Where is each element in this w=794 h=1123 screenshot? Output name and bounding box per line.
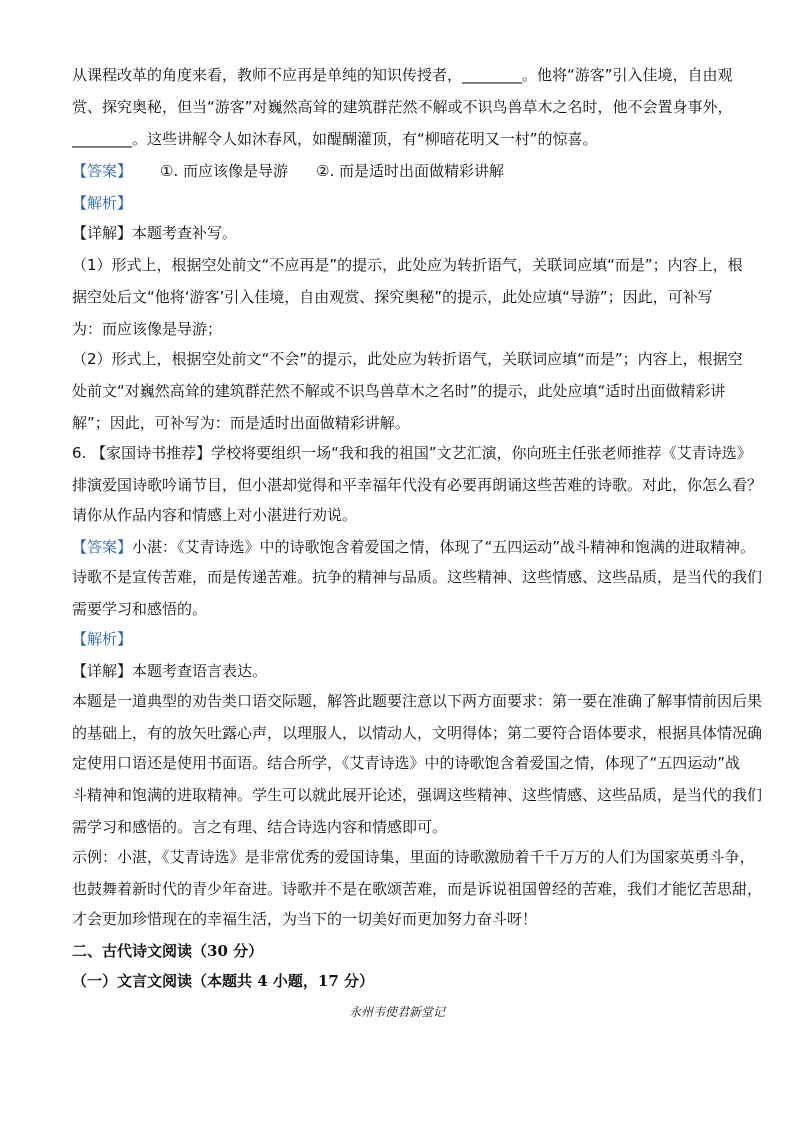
- q6-body-line-3: 定使用口语还是使用书面语。结合所学，《艾青诗选》中的诗歌饱含着爱国之情，体现了“五四运动”战: [72, 754, 741, 772]
- detail-text: 本题考查补写。: [132, 224, 238, 242]
- q6-prompt-text: 学校将要组织一场“我和我的祖国”文艺汇演，你向班主任张老师推荐《艾青诗选》: [211, 444, 752, 462]
- q5-line-3: 为：而应该像是导游；: [72, 320, 223, 338]
- q6-body-line-4: 斗精神和饱满的进取精神。学生可以就此展开论述，强调这些精神、这些情感、这些品质，是当代的我们: [72, 786, 763, 804]
- section-subheading: （一）文言文阅读（本题共 4 小题，17 分）: [72, 972, 374, 990]
- q6-body-line-5: 需学习和感悟的。言之有理、结合诗选内容和情感即可。: [72, 818, 448, 836]
- answer-tag: 【答案】: [72, 162, 133, 180]
- passage-title: 永州韦使君新堂记: [348, 1005, 445, 1019]
- section-heading: 二、古代诗文阅读（30 分）: [72, 942, 264, 960]
- question-tag: 【家国诗书推荐】: [91, 444, 212, 462]
- intro-line-3: ________。这些讲解令人如沐春风，如醍醐灌顶，有“柳暗花明又一村”的惊喜。: [72, 130, 598, 148]
- q6-body-line-2: 的基础上，有的放矢吐露心声，以理服人，以情动人，文明得体；第二要符合语体要求，根据具体情况确: [72, 724, 763, 742]
- detail-text: 本题考查语言表达。: [132, 662, 268, 680]
- answer-tag: 【答案】: [72, 538, 133, 556]
- q5-line-1: （1）形式上，根据空处前文“不应再是”的提示，此处应为转折语气，关联词应填“而是”；内容上，根: [72, 256, 743, 274]
- detail-tag: 【详解】: [72, 662, 133, 680]
- q6-detail-line: [72, 660, 267, 682]
- q5-detail-line: [72, 222, 237, 244]
- analysis-tag: 【解析】: [72, 630, 133, 648]
- q5-line-2: 据空处后文“他将‘游客’引入佳境，自由观赏、探究奥秘”的提示，此处应填“导游”；因此，可补写: [72, 288, 713, 306]
- q6-answer-line-1: [72, 536, 755, 558]
- answer-1: ①. 而应该像是导游: [160, 162, 288, 180]
- q6-prompt-line-2: 排演爱国诗歌吟诵节目，但小湛却觉得和平幸福年代没有必要再朗诵这些苦难的诗歌。对此，你怎么看？: [72, 476, 763, 494]
- q6-body-line-7: 也鼓舞着新时代的青少年奋进。诗歌并不是在歌颂苦难，而是诉说祖国曾经的苦难，我们才能忆苦思甜，: [72, 880, 763, 898]
- q5-line-4: （2）形式上，根据空处前文“不会”的提示，此处应为转折语气，关联词应填“而是”；内容上，根据空: [72, 350, 743, 368]
- q5-line-5: 处前文“对巍然高耸的建筑群茫然不解或不识鸟兽草木之名时”的提示，此处应填“适时出面做精彩讲: [72, 382, 726, 400]
- q6-answer-line-2: 诗歌不是宣传苦难，而是传递苦难。抗争的精神与品质。这些精神、这些情感、这些品质，是当代的我们: [72, 568, 763, 586]
- q6-prompt-line-1: [72, 442, 752, 464]
- q6-answer-line-3: 需要学习和感悟的。: [72, 600, 208, 618]
- q5-answer-line: [72, 160, 504, 182]
- intro-line-1: 从课程改革的角度来看，教师不应再是单纯的知识传授者，________。他将“游客”引入佳境，自由观: [72, 66, 733, 84]
- answer-2: ②. 而是适时出面做精彩讲解: [316, 162, 504, 180]
- q6-body-line-8: 才会更加珍惜现在的幸福生活，为当下的一切美好而更加努力奋斗呀！: [72, 910, 538, 928]
- detail-tag: 【详解】: [72, 224, 133, 242]
- q5-line-6: 解”；因此，可补写为：而是适时出面做精彩讲解。: [72, 414, 410, 432]
- q6-body-line-6: 示例：小湛，《艾青诗选》是非常优秀的爱国诗集，里面的诗歌激励着千千万万的人们为国家英勇斗争，: [72, 848, 755, 866]
- question-number: 6.: [72, 444, 87, 462]
- answer-text: 小湛：《艾青诗选》中的诗歌饱含着爱国之情，体现了“五四运动”战斗精神和饱满的进取精神。: [132, 538, 756, 556]
- intro-line-2: 赏、探究奥秘，但当“游客”对巍然高耸的建筑群茫然不解或不识鸟兽草木之名时，他不会置身事外，: [72, 98, 733, 116]
- q6-body-line-1: 本题是一道典型的劝告类口语交际题，解答此题要注意以下两方面要求：第一要在准确了解事情前因后果: [72, 692, 763, 710]
- analysis-tag: 【解析】: [72, 194, 133, 212]
- q6-prompt-line-3: 请你从作品内容和情感上对小湛进行劝说。: [72, 506, 358, 524]
